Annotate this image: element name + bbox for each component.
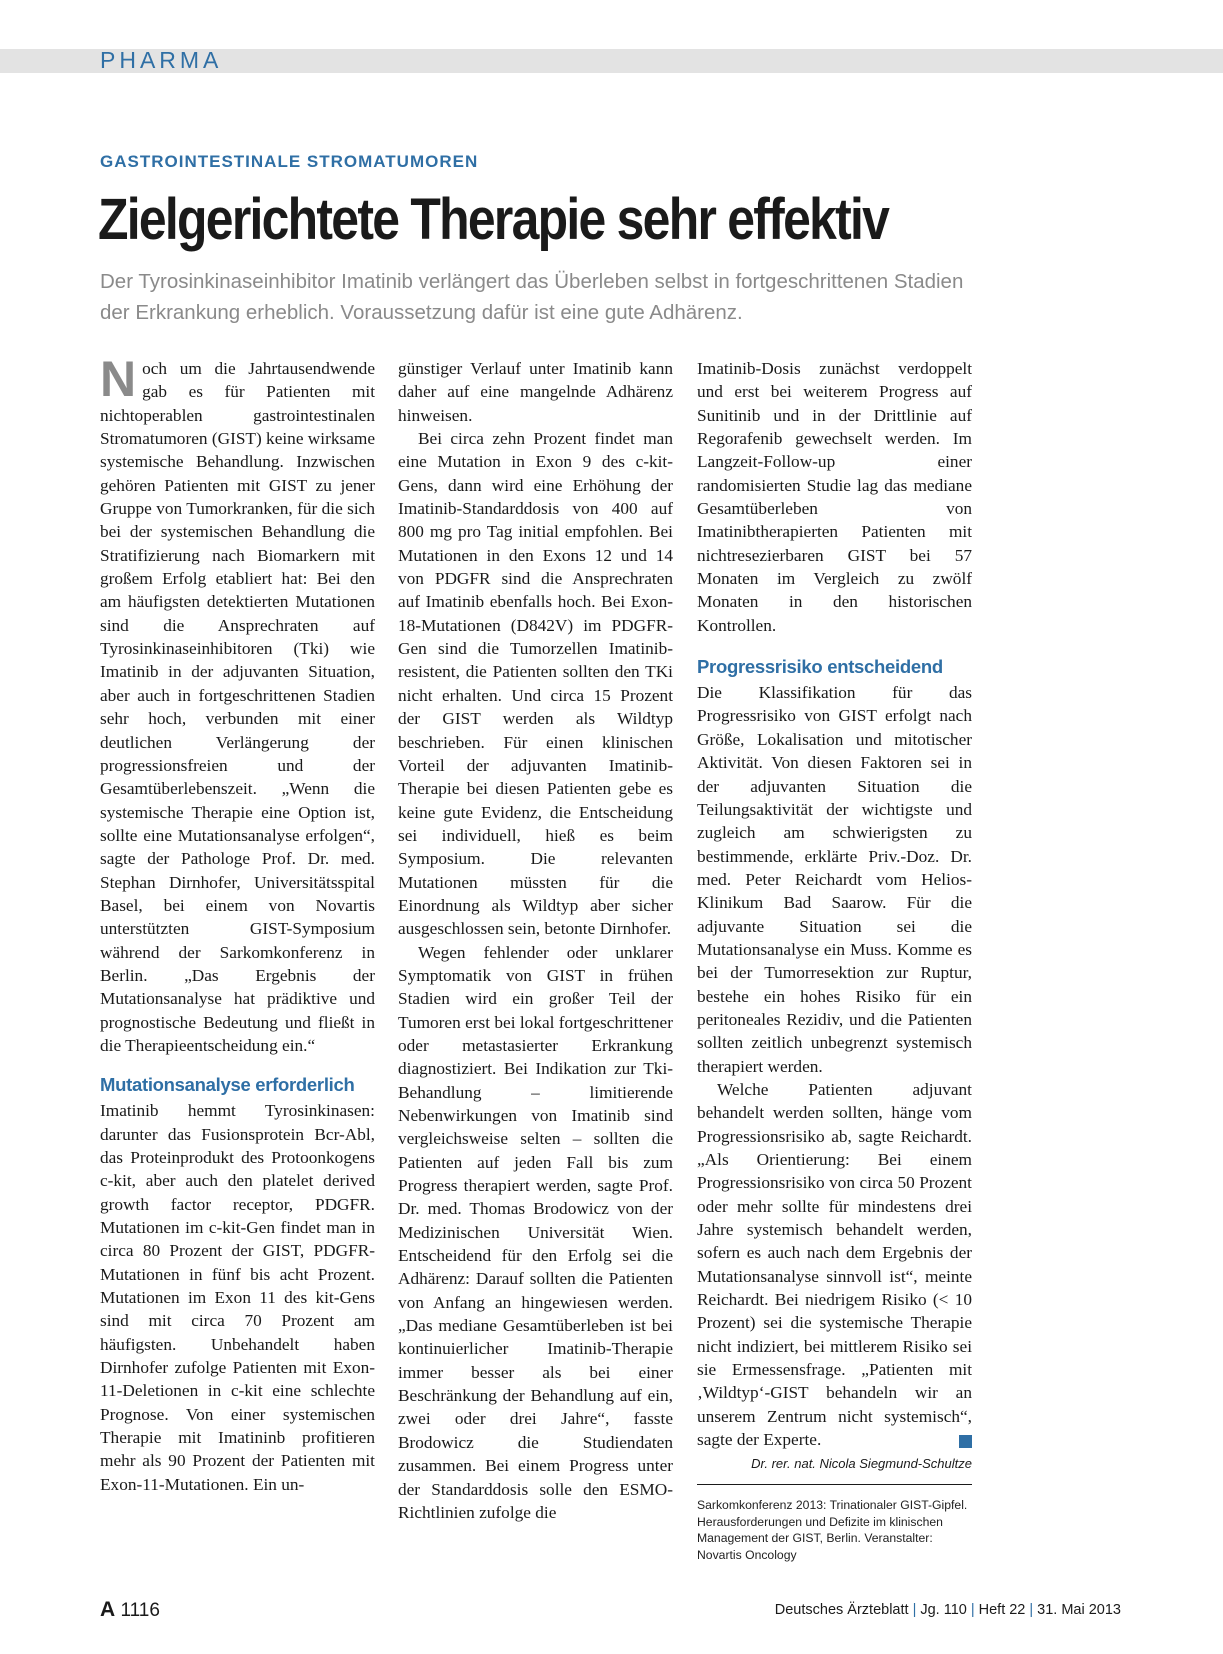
issue-date: 31. Mai 2013: [1037, 1602, 1121, 1618]
column-1: [100, 351, 375, 1496]
page-number-value: 1116: [120, 1600, 160, 1621]
end-mark-icon: [959, 1435, 972, 1448]
section-label: PHARMA: [100, 47, 223, 73]
subhead-mutationsanalyse: Mutationsanalyse erforderlich: [100, 1074, 355, 1096]
dropcap: N: [100, 351, 137, 407]
kicker: GASTROINTESTINALE STROMATUMOREN: [100, 152, 479, 171]
volume: Jg. 110: [920, 1602, 967, 1618]
source-note: Sarkomkonferenz 2013: Trinationaler GIST-Gipfel. Herausforderungen und Defizite im klinischen Management der GIST, Berlin. Veranstalter: Novartis Oncology: [697, 1498, 968, 1562]
column-3: [697, 357, 972, 1563]
paragraph-7: Die Klassifikation für das Progressrisiko von GIST erfolgt nach Größe, Lokalisation und mitotischer Aktivität. Von diesen Faktoren sei in der adjuvanten Situation die Teilungsaktivität der wichtigste und zugleich am schwierigsten zu bestimmende, erklärte Priv.-Doz. Dr. med. Peter Reichardt vom Helios-Klinikum Bad Saarow. Für die adjuvante Situation sei die Mutationsanalyse ein Muss. Komme es bei der Tumorresektion zur Ruptur, bestehe ein hohes Risiko für ein peritoneales Rezidiv, und die Patienten sollten zeitlich unbegrenzt systemisch therapiert werden.: [697, 683, 972, 1076]
headline: Zielgerichtete Therapie sehr effektiv: [98, 187, 889, 252]
paragraph-5: Wegen fehlender oder unklarer Symptomatik von GIST in frühen Stadien wird ein großer Teil der Tumoren erst bei lokal fortgeschrittener oder metastasierter Erkrankung diagnostiziert. Bei Indikation zur Tki-Behandlung – limitierende Nebenwirkungen von Imatinib sind vergleichsweise selten – sollten die Patienten auf jeden Fall bis zum Progress therapiert werden, sagte Prof. Dr. med. Thomas Brodowicz von der Medizinischen Universität Wien. Entscheidend für den Erfolg sei die Adhärenz: Darauf sollten die Patienten von Anfang an hingewiesen werden. „Das mediane Gesamtüberleben ist bei kontinuierlicher Imatinib-Therapie immer besser als bei einer Beschränkung der Behandlung auf ein, zwei oder drei Jahre“, fasste Brodowicz die Studiendaten zusammen. Bei einem Progress unter der Standarddosis solle den ESMO-Richtlinien zufolge die: [398, 942, 673, 1522]
paragraph-6: Imatinib-Dosis zunächst verdoppelt und erst bei weiterem Progress auf Sunitinib und in der Drittlinie auf Regorafenib gewechselt werden. Im Langzeit-Follow-up einer randomisierten Studie lag das mediane Gesamtüberleben von Imatinibtherapierten Patienten mit nichtresezierbaren GIST bei 57 Monaten im Vergleich zu zwölf Monaten in den historischen Kontrollen.: [697, 359, 972, 635]
journal-name: Deutsches Ärzteblatt: [774, 1602, 909, 1618]
column-2: [398, 357, 673, 1524]
paragraph-1-text: och um die Jahrtausendwende gab es für Patienten mit nichtoperablen gastrointestinalen Stromatumoren (GIST) keine wirksame systemische Behandlung. Inzwischen gehören Patienten mit GIST zu jener Gruppe von Tumorkranken, für die sich bei der systemischen Behandlung die Stratifizierung nach Biomarkern mit großem Erfolg etabliert hat: Bei den am häufigsten detektierten Mutationen sind die Ansprechraten auf Tyrosinkinaseinhibitoren (Tki) wie Imatinib in der adjuvanten Situation, aber auch in fortgeschrittenen Stadien sehr hoch, verbunden mit einer deutlichen Verlängerung der progressionsfreien und der Gesamtüberlebenszeit. „Wenn die systemische Therapie eine Option ist, sollte eine Mutationsanalyse erfolgen“, sagte der Pathologe Prof. Dr. med. Stephan Dirnhofer, Universitätsspital Basel, bei einem von Novartis unterstützten GIST-Symposium während der Sarkomkonferenz in Berlin. „Das Ergebnis der Mutationsanalyse hat prädiktive und prognostische Bedeutung und fließt in die Therapieentscheidung ein.“: [100, 359, 375, 1055]
author-byline: Dr. rer. nat. Nicola Siegmund-Schultze: [751, 1456, 972, 1472]
page-number: [100, 1598, 160, 1622]
paragraph-4: Bei circa zehn Prozent findet man eine Mutation in Exon 9 des c-kit-Gens, dann wird eine Erhöhung der Imatinib-Standarddosis von 400 auf 800 mg pro Tag initial empfohlen. Bei Mutationen in den Exons 12 und 14 von PDGFR sind die Ansprechraten auf Imatinib ebenfalls hoch. Bei Exon-18-Mutationen (D842V) im PDGFR-Gen sind die Tumorzellen Imatinib-resistent, die Patienten sollten den TKi nicht erhalten. Und circa 15 Prozent der GIST werden als Wildtyp beschrieben. Für einen klinischen Vorteil der adjuvanten Imatinib-Therapie bei diesen Patienten gebe es keine gute Evidenz, die Entscheidung sei individuell, hieß es beim Symposium. Die relevanten Mutationen müssten für die Einordnung als Wildtyp aber sicher ausgeschlossen sein, betonte Dirnhofer.: [398, 429, 673, 939]
note-divider: [697, 1484, 972, 1485]
page-prefix: A: [100, 1598, 116, 1621]
paragraph-1: [100, 351, 375, 1057]
paragraph-8: [697, 1078, 972, 1452]
issue: Heft 22: [978, 1602, 1026, 1618]
lead-text: Der Tyrosinkinaseinhibitor Imatinib verlängert das Überleben selbst in fortgeschrittenen Stadien der Erkrankung erheblich. Voraussetzung dafür ist eine gute Adhärenz.: [100, 270, 964, 324]
footer-info: Deutsches Ärzteblatt | Jg. 110 | Heft 22 | 31. Mai 2013: [774, 1602, 1121, 1618]
paragraph-2: Imatinib hemmt Tyrosinkinasen: darunter das Fusionsprotein Bcr-Abl, das Proteinprodukt des Protoonkogens c-kit, aber auch den platelet derived growth factor receptor, PDGFR. Mutationen im c-kit-Gen findet man in circa 80 Prozent der GIST, PDGFR-Mutationen in fünf bis acht Prozent. Mutationen im Exon 11 des kit-Gens sind mit circa 70 Prozent am häufigsten. Unbehandelt haben Dirnhofer zufolge Patienten mit Exon-11-Deletionen in c-kit eine schlechte Prognose. Von einer systemischen Therapie mit Imatininb profitieren mehr als 90 Prozent der Patienten mit Exon-11-Mutationen. Ein un-: [100, 1101, 375, 1494]
paragraph-3: günstiger Verlauf unter Imatinib kann daher auf eine mangelnde Adhärenz hinweisen.: [398, 359, 673, 425]
subhead-progressrisiko: Progressrisiko entscheidend: [697, 656, 943, 678]
paragraph-8-text: Welche Patienten adjuvant behandelt werden sollten, hänge vom Progressionsrisiko ab, sagte Reichardt. „Als Orientierung: Bei einem Progressionsrisiko von circa 50 Prozent oder mehr sollte für mindestens drei Jahre systemisch behandelt werden, sofern es auch nach dem Ergebnis der Mutationsanalyse sinnvoll ist“, meinte Reichardt. Bei niedrigem Risiko (< 10 Prozent) sei die systemische Therapie nicht indiziert, bei mittlerem Risiko sei sie Ermessensfrage. „Patienten mit ‚Wildtyp‘-GIST behandeln wir an unserem Zentrum nicht systemisch“, sagte der Experte.: [697, 1079, 972, 1450]
